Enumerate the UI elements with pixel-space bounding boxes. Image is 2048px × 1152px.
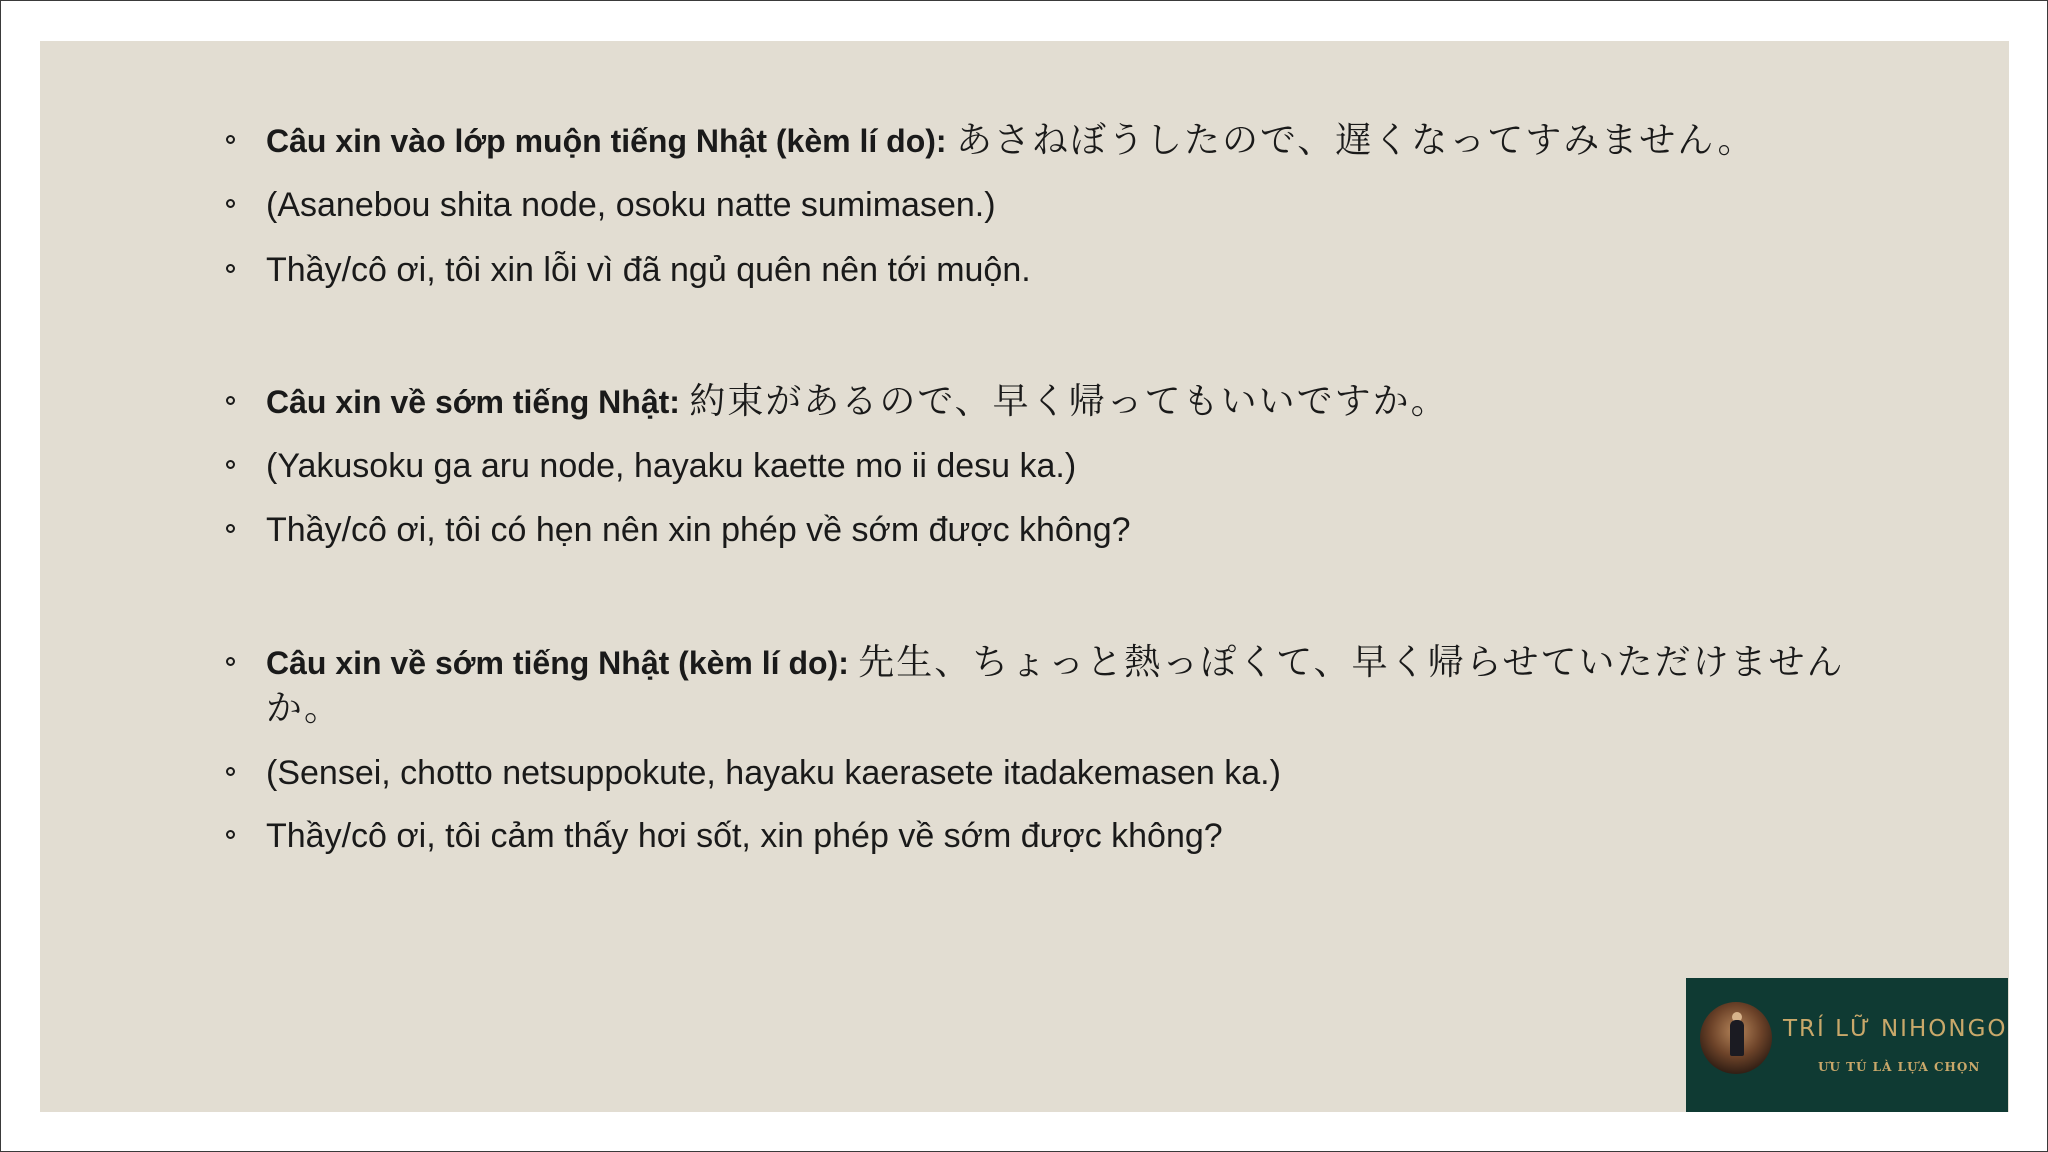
slide-content: [40, 41, 2009, 1112]
romaji-text: (Yakusoku ga aru node, hayaku kaette mo ii desu ka.): [266, 447, 1077, 485]
brand-logo: [1686, 978, 2008, 1112]
hollow-bullet-icon: [226, 524, 235, 533]
hollow-bullet-icon: [226, 264, 235, 273]
bullet-heading-2: [226, 379, 1896, 425]
hollow-bullet-icon: [226, 135, 235, 144]
translation-text: Thầy/cô ơi, tôi có hẹn nên xin phép về sớm được không?: [266, 511, 1131, 549]
japanese-sentence: あさねぼうしたので、遅くなってすみません。: [956, 120, 1756, 161]
hollow-bullet-icon: [226, 657, 235, 666]
japanese-sentence: 約束があるので、早く帰ってもいいですか。: [689, 381, 1449, 422]
translation-text: Thầy/cô ơi, tôi cảm thấy hơi sốt, xin phép về sớm được không?: [266, 817, 1223, 855]
hollow-bullet-icon: [226, 460, 235, 469]
japanese-sentence: 先生、ちょっと熱っぽくて、早く帰らせていただけませんか。: [266, 642, 1845, 729]
hollow-bullet-icon: [226, 767, 235, 776]
romaji-text: (Sensei, chotto netsuppokute, hayaku kaerasete itadakemasen ka.): [266, 754, 1281, 792]
hollow-bullet-icon: [226, 199, 235, 208]
hollow-bullet-icon: [226, 396, 235, 405]
brand-name: TRÍ LỮ NIHONGO: [1783, 1016, 2008, 1042]
brand-tagline: ƯU TÚ LÀ LỰA CHỌN: [1818, 1060, 1981, 1074]
bullet-translation-3: [226, 813, 1896, 859]
heading-label: Câu xin về sớm tiếng Nhật (kèm lí do):: [266, 645, 849, 681]
bullet-romaji-2: [226, 443, 1896, 489]
heading-label: Câu xin về sớm tiếng Nhật:: [266, 384, 680, 420]
slide: [40, 41, 2009, 1112]
avatar-figure-shape: [1730, 1020, 1744, 1056]
teacher-avatar: [1700, 1002, 1772, 1074]
bullet-romaji-1: [226, 182, 1896, 228]
bullet-translation-2: [226, 507, 1896, 553]
translation-text: Thầy/cô ơi, tôi xin lỗi vì đã ngủ quên nên tới muộn.: [266, 251, 1031, 289]
romaji-text: (Asanebou shita node, osoku natte sumimasen.): [266, 186, 996, 224]
bullet-romaji-3: [226, 750, 1896, 796]
heading-label: Câu xin vào lớp muộn tiếng Nhật (kèm lí do):: [266, 123, 947, 159]
bullet-heading-3: [226, 640, 1896, 732]
bullet-heading-1: [226, 118, 1896, 164]
bullet-translation-1: [226, 247, 1896, 293]
hollow-bullet-icon: [226, 830, 235, 839]
